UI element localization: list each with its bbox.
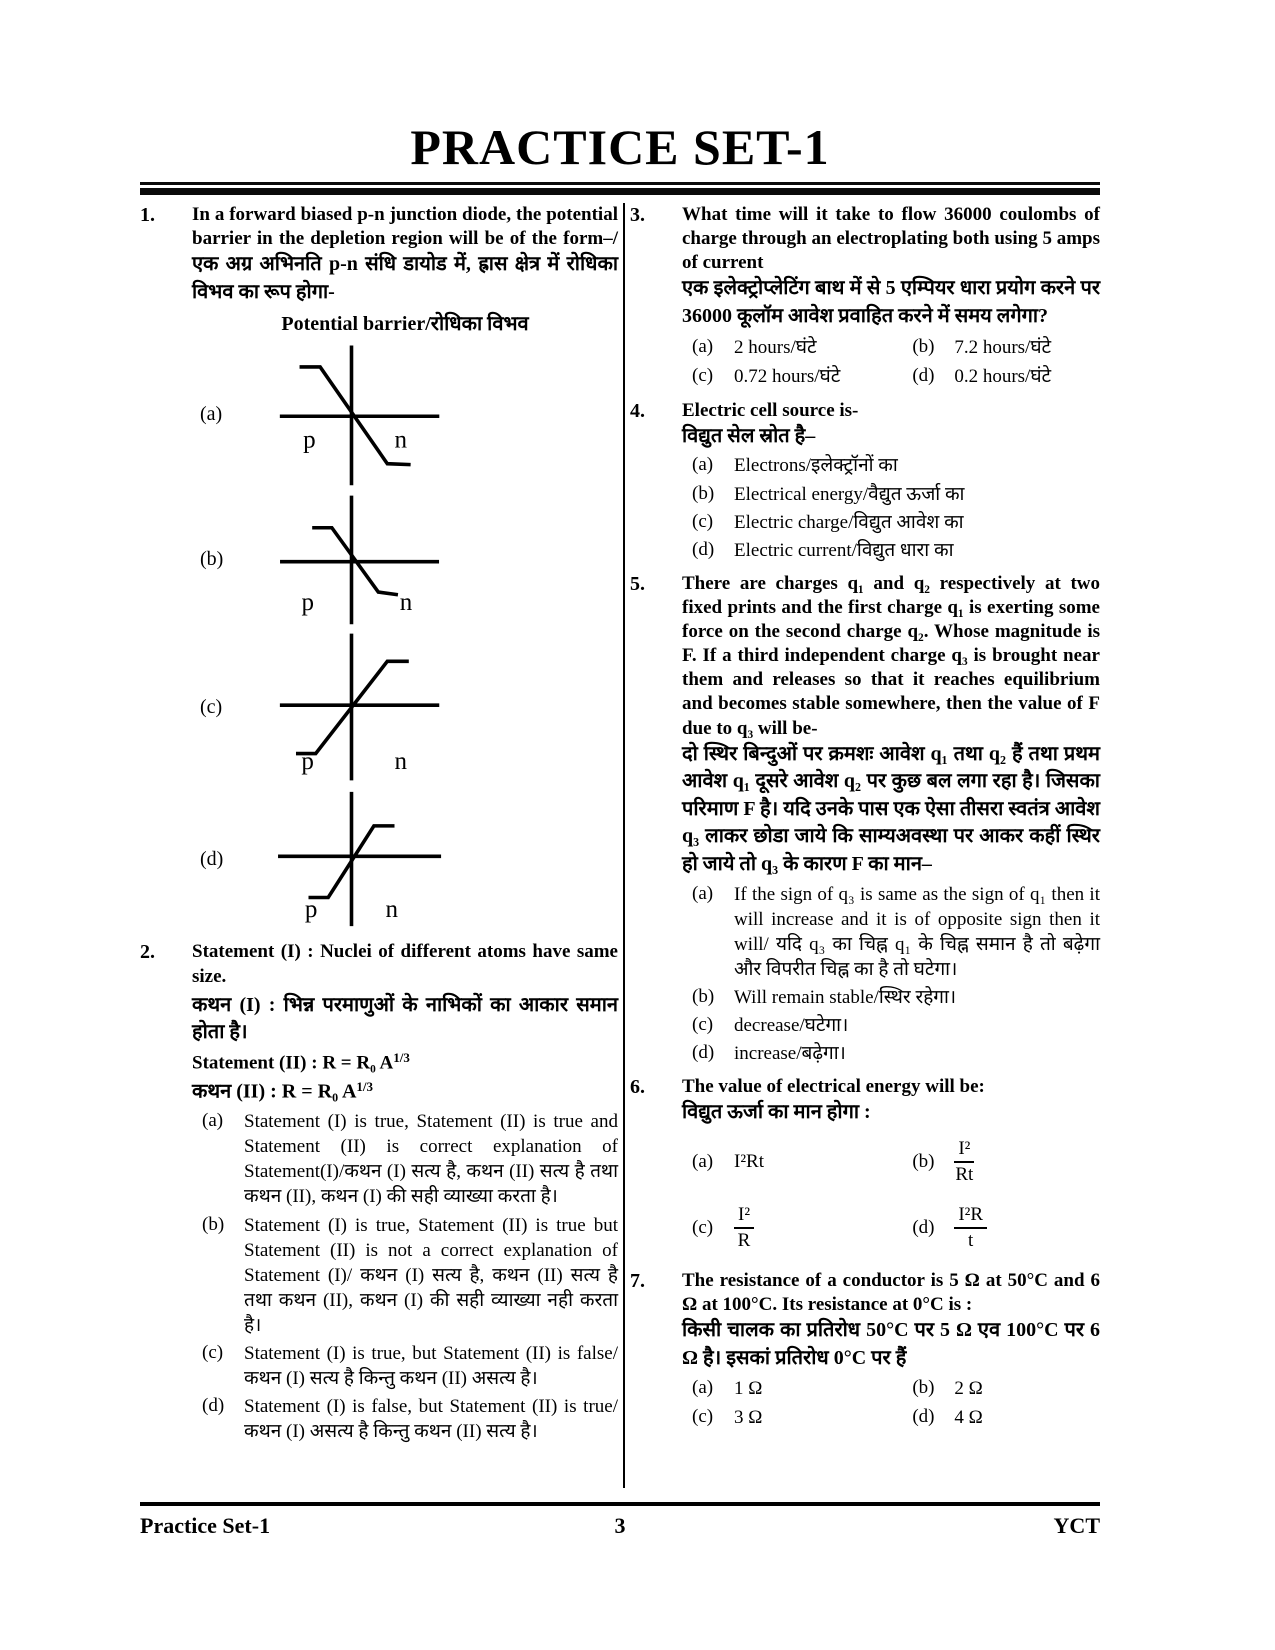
- question-1-subheading: [192, 309, 618, 336]
- option-letter: (c): [692, 510, 714, 532]
- question-7-stem: [682, 1269, 1100, 1372]
- question-6-stem-en: The value of electrical energy will be:: [682, 1076, 985, 1098]
- two-column-layout: [140, 203, 1100, 1488]
- diagram-b: [200, 492, 618, 626]
- question-4-option-b: [682, 482, 1100, 507]
- header-rule-thick: [140, 188, 1100, 195]
- pn-junction-graph-a: [244, 340, 459, 488]
- question-5: [630, 572, 1100, 1069]
- option-text: Will remain stable/स्थिर रहेगा।: [734, 986, 957, 1008]
- option-text: 7.2 hours/घंटे: [954, 336, 1052, 358]
- question-6-option-d: [912, 1197, 1100, 1259]
- question-2-option-b: [192, 1213, 618, 1338]
- option-letter: (b): [912, 1377, 935, 1399]
- left-column: [140, 203, 618, 1488]
- option-letter: (c): [692, 1013, 714, 1035]
- question-3-option-c: [692, 364, 912, 389]
- question-3-stem: [682, 203, 1100, 331]
- question-5-option-a: [682, 882, 1100, 982]
- question-4-stem-hi: विद्युत सेल स्रोत है–: [682, 424, 816, 447]
- pn-junction-graph-c: [244, 630, 459, 784]
- question-7-options: [682, 1376, 1100, 1430]
- fraction-denominator: R: [737, 1229, 751, 1251]
- option-text: Statement (I) is true, Statement (II) is true but Statement (II) is not a correct explanation of Statement (I)/ कथन (I) सत्य है, कथन (II) सत्य है तथा कथन (II), कथन (I) की सही व्याख्या नही करता है।: [244, 1214, 618, 1336]
- fraction: [734, 1204, 754, 1252]
- question-7-option-d: [912, 1405, 1100, 1430]
- question-5-option-b: [682, 985, 1100, 1010]
- page-footer: [140, 1502, 1100, 1539]
- question-6: [630, 1075, 1100, 1263]
- question-5-option-c: [682, 1013, 1100, 1038]
- option-text: 1 Ω: [734, 1378, 763, 1400]
- question-5-body: [682, 572, 1100, 1069]
- question-1-body: [192, 203, 618, 934]
- option-letter: (c): [692, 1216, 714, 1238]
- p-label: p: [301, 748, 314, 776]
- question-2-number: 2.: [140, 941, 155, 964]
- diagram-a: [200, 340, 618, 488]
- option-text: Statement (I) is true, Statement (II) is true and Statement (II) is correct explanation of Statement(I)/कथन (I) सत्य है, कथन (II) सत्य है तथा कथन (II), कथन (I) की सही व्याख्या करता है।: [244, 1111, 618, 1208]
- option-text: 3 Ω: [734, 1407, 763, 1429]
- question-7-stem-hi: किसी चालक का प्रतिरोध 50°C पर 5 Ω एव 100°C पर 6 Ω है। इसकां प्रतिरोध 0°C पर हैं: [682, 1319, 1100, 1369]
- question-6-stem-hi: विद्युत ऊर्जा का मान होगा :: [682, 1101, 871, 1124]
- fraction-numerator: I²: [734, 1204, 754, 1229]
- p-label: p: [304, 896, 318, 924]
- question-2: [140, 940, 618, 1447]
- pn-junction-graph-d: [244, 788, 459, 930]
- statement-2-en-exponent: 1/3: [393, 1049, 410, 1065]
- statement-2-hi: कथन (II) : R = R₀ $A^{1/3}$: [192, 1079, 374, 1103]
- option-text: decrease/घटेगा।: [734, 1014, 849, 1036]
- option-text: Statement (I) is false, but Statement (II) is true/ कथन (I) असत्य है किन्तु कथन (II) सत्य है।: [244, 1396, 618, 1443]
- question-7-stem-en: The resistance of a conductor is 5 Ω at 50°C and 6 Ω at 100°C. Its resistance at 0°C is :: [682, 1269, 1100, 1315]
- fraction: [954, 1204, 987, 1252]
- question-2-option-c: [192, 1341, 618, 1391]
- statement-1-hi: कथन (I) : भिन्न परमाणुओं के नाभिकों का आकार समान होता है।: [192, 993, 618, 1044]
- right-column: [630, 203, 1100, 1488]
- option-text: Electrical energy/वैद्युत ऊर्जा का: [734, 483, 965, 505]
- question-6-options: [682, 1131, 1100, 1259]
- option-text: increase/बढ़ेगा।: [734, 1043, 846, 1065]
- option-letter: (c): [202, 1341, 224, 1363]
- option-text: 2 hours/घंटे: [734, 336, 817, 358]
- option-letter: (b): [202, 1213, 225, 1235]
- fraction-denominator: Rt: [955, 1163, 974, 1185]
- question-5-option-d: [682, 1041, 1100, 1066]
- question-1: [140, 203, 618, 934]
- question-6-option-c: [692, 1197, 912, 1259]
- question-7-number: 7.: [630, 1269, 645, 1292]
- column-divider: [623, 203, 625, 1488]
- question-2-body: [192, 940, 618, 1447]
- question-7: [630, 1269, 1100, 1435]
- question-4-number: 4.: [630, 399, 645, 422]
- footer-set-name: Practice Set-1: [140, 1513, 271, 1538]
- question-6-number: 6.: [630, 1076, 645, 1099]
- statement-2-en: Statement (II) : R = R₀ $A^{1/3}$: [192, 1049, 410, 1074]
- question-3-number: 3.: [630, 204, 645, 226]
- footer-publisher: YCT: [1053, 1513, 1100, 1538]
- option-text: 2 Ω: [954, 1378, 983, 1400]
- question-1-stem-en: In a forward biased p-n junction diode, the potential barrier in the depletion region will be of the form–/: [192, 204, 618, 250]
- option-letter: (d): [692, 1042, 715, 1064]
- diagram-c: [200, 630, 618, 784]
- question-4-stem: [682, 399, 1100, 451]
- question-3-stem-hi: एक इलेक्ट्रोप्लेटिंग बाथ में से 5 एम्पियर धारा प्रयोग करने पर 36000 कूलॉम आवेश प्रवाहित करने में समय लगेगा?: [682, 277, 1100, 327]
- p-label: p: [303, 427, 316, 455]
- page-title: PRACTICE SET-1: [410, 119, 830, 175]
- question-1-stem: [192, 203, 618, 306]
- option-text: 0.72 hours/घंटे: [734, 365, 841, 387]
- n-label: n: [399, 589, 413, 617]
- option-letter: (a): [692, 1150, 714, 1172]
- question-5-stem-en: There are charges q₁ and q₂ respectively at two fixed prints and the first charge q₁ is exerting some force on the second charge q₂. Whose magnitude is F. If a third independent charge q₃ is brought near them and releases so that it reaches equilibrium and becomes stable somewhere, then the value of F due to q₃ will be-: [682, 572, 1100, 739]
- question-2-option-d: [192, 1394, 618, 1444]
- option-text: Electric current/विद्युत धारा का: [734, 539, 954, 561]
- pn-junction-graph-b: [244, 492, 459, 626]
- option-letter: (d): [912, 1216, 935, 1238]
- footer-row: [140, 1513, 1100, 1539]
- question-6-body: [682, 1075, 1100, 1263]
- fraction-numerator: I²: [954, 1138, 974, 1163]
- question-7-body: [682, 1269, 1100, 1435]
- n-label: n: [394, 748, 408, 776]
- page-content: [140, 96, 1100, 1488]
- option-letter: (d): [912, 1406, 935, 1428]
- question-3-stem-en: What time will it take to flow 36000 coulombs of charge through an electroplating both using 5 amps of current: [682, 204, 1100, 274]
- question-7-option-b: [912, 1376, 1100, 1401]
- question-4-option-c: [682, 510, 1100, 535]
- page-number: 3: [614, 1513, 626, 1538]
- statement-1-en: Statement (I) : Nuclei of different atoms have same size.: [192, 941, 618, 987]
- question-4: [630, 399, 1100, 566]
- subheading-hi: रोधिका विभव: [430, 313, 529, 336]
- option-letter: (b): [912, 335, 935, 357]
- statement-2-hi-exponent: 1/3: [356, 1079, 374, 1095]
- fraction-numerator: I²R: [954, 1204, 987, 1229]
- question-7-option-c: [692, 1405, 912, 1430]
- option-letter: (c): [692, 364, 714, 386]
- question-4-option-a: [682, 453, 1100, 478]
- option-text: Electrons/इलेक्ट्रॉनों का: [734, 455, 898, 477]
- n-label: n: [394, 427, 408, 455]
- fraction-denominator: t: [968, 1229, 974, 1251]
- question-6-option-a: [692, 1131, 912, 1193]
- option-text: Statement (I) is true, but Statement (II) is false/कथन (I) सत्य है किन्तु कथन (II) असत्य है।: [244, 1342, 618, 1390]
- option-letter: (d): [912, 364, 935, 386]
- option-letter: (d): [692, 538, 715, 560]
- option-letter: (b): [692, 985, 715, 1007]
- option-letter: (b): [692, 482, 715, 504]
- option-letter: (d): [202, 1395, 225, 1417]
- question-4-body: [682, 399, 1100, 566]
- option-letter: (a): [692, 882, 714, 904]
- diagram-c-label: (c): [200, 695, 223, 718]
- subheading-en: Potential barrier/: [281, 313, 431, 336]
- diagram-d-label: (d): [200, 847, 224, 870]
- question-3: [630, 203, 1100, 393]
- question-1-number: 1.: [140, 204, 155, 226]
- option-letter: (a): [692, 454, 714, 476]
- option-text: Electric charge/विद्युत आवेश का: [734, 511, 964, 533]
- question-1-stem-hi: एक अग्र अभिनति p-n संधि डायोड में, ह्रास क्षेत्र में रोधिका विभव का रूप होगा-: [192, 253, 618, 303]
- header-rule-thin: [140, 182, 1100, 185]
- n-label: n: [385, 896, 399, 924]
- question-7-option-a: [692, 1376, 912, 1401]
- option-letter: (b): [912, 1150, 935, 1172]
- question-5-number: 5.: [630, 572, 645, 595]
- option-text: 4 Ω: [954, 1407, 983, 1429]
- fraction: [954, 1138, 974, 1186]
- option-letter: (a): [692, 1377, 714, 1399]
- diagram-d: [200, 788, 618, 930]
- diagram-b-label: (b): [200, 547, 224, 570]
- question-5-stem-hi: दो स्थिर बिन्दुओं पर क्रमशः आवेश q₁ तथा q₂ हैं तथा प्रथम आवेश q₁ दूसरे आवेश q₂ पर कुछ बल लगा रहा है। जिसका परिमाण F है। यदि उनके पास एक ऐसा तीसरा स्वतंत्र आवेश q₃ लाकर छोडा जाये कि साम्यअवस्था पर आकर कहीं स्थिर हो जाये तो q₃ के कारण F का मान–: [682, 742, 1100, 875]
- footer-rule: [140, 1502, 1100, 1506]
- question-6-option-b: [912, 1131, 1100, 1193]
- diagram-a-label: (a): [200, 402, 223, 425]
- question-4-stem-en: Electric cell source is-: [682, 399, 859, 421]
- question-4-option-d: [682, 538, 1100, 563]
- option-text: 0.2 hours/घंटे: [954, 365, 1052, 387]
- question-3-option-a: [692, 335, 912, 360]
- option-letter: (c): [692, 1406, 714, 1428]
- option-formula: I²Rt: [734, 1151, 764, 1173]
- option-text: If the sign of q₃ is same as the sign of q₁ then it will increase and it is of opposite sign then it will/ यदि q₃ का चिह्न q₁ के चिह्न समान है तो बढ़ेगा और विपरीत चिह्न का है तो घटेगा।: [734, 883, 1100, 980]
- question-3-option-b: [912, 335, 1100, 360]
- question-2-option-a: [192, 1109, 618, 1209]
- question-6-stem: [682, 1075, 1100, 1127]
- p-label: p: [301, 589, 314, 617]
- question-3-option-d: [912, 364, 1100, 389]
- option-letter: (a): [692, 335, 714, 357]
- option-letter: (a): [202, 1110, 224, 1132]
- question-3-options: [682, 335, 1100, 389]
- question-3-body: [682, 203, 1100, 393]
- question-5-stem: [682, 572, 1100, 879]
